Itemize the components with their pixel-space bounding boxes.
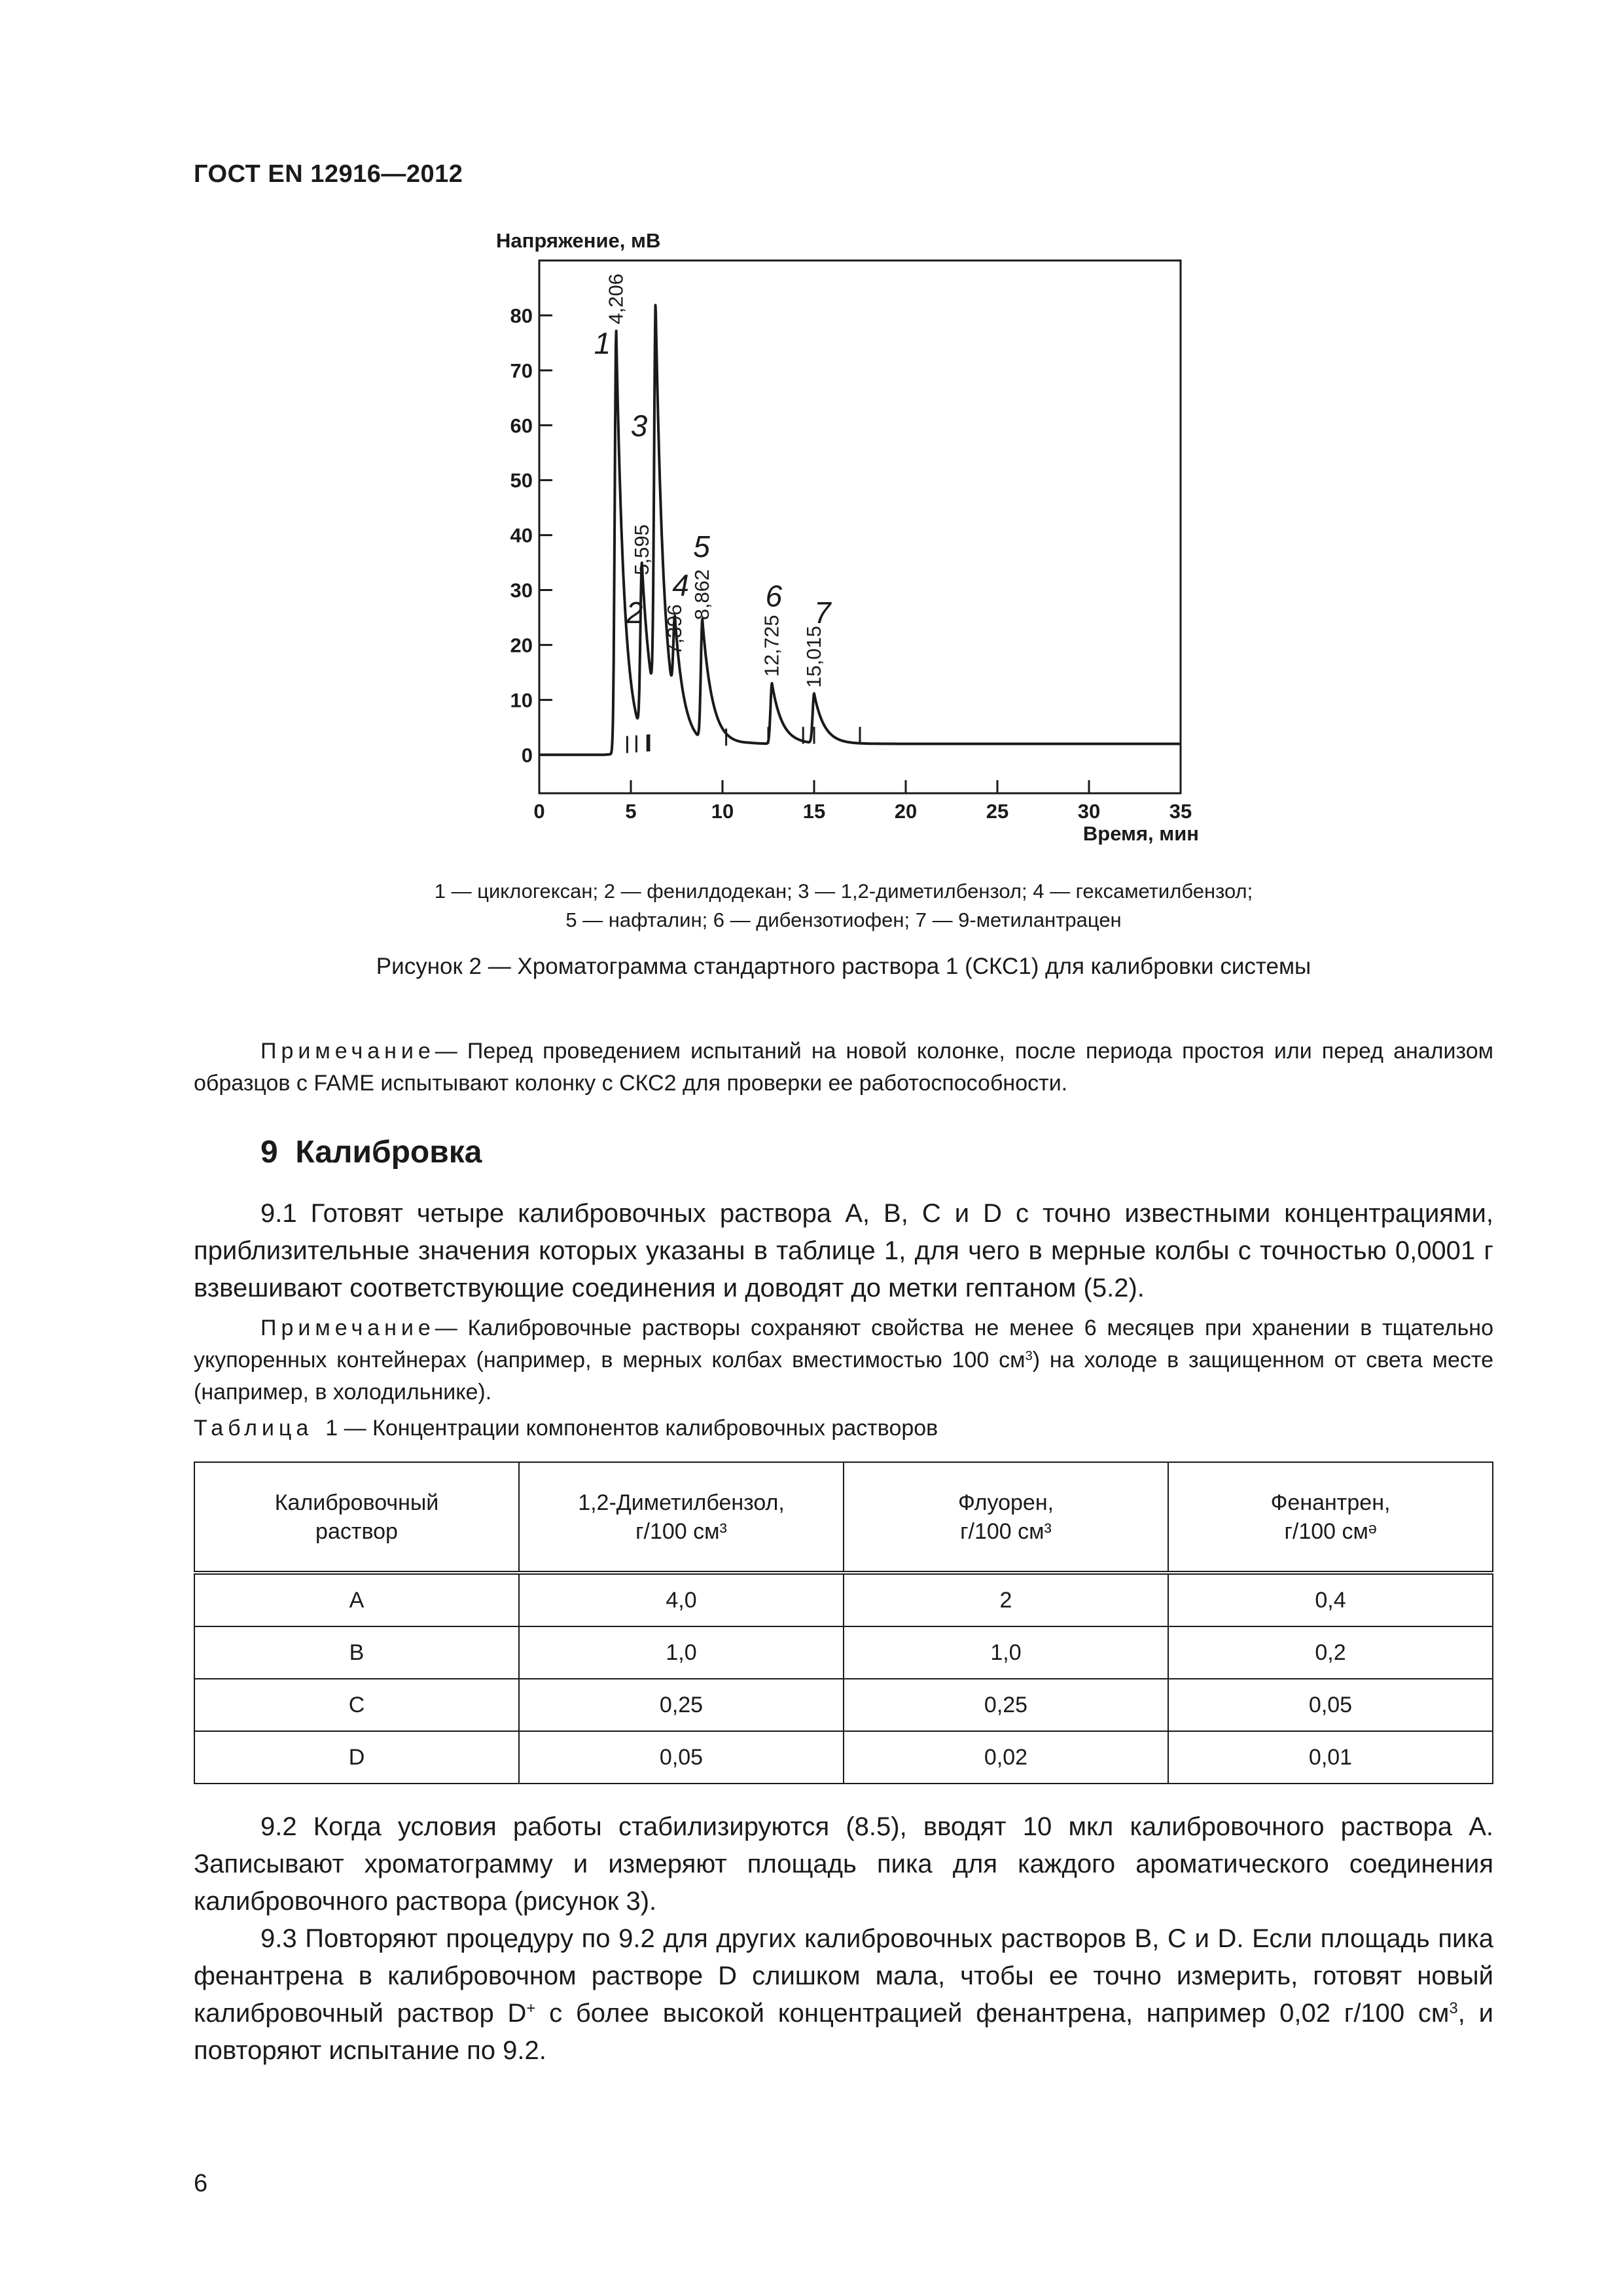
x-tick-label: 10 — [711, 800, 734, 823]
table-row — [194, 1731, 1493, 1784]
table-cell: 0,25 — [844, 1679, 1168, 1731]
figure-caption: Рисунок 2 — Хроматограмма стандартного раствора 1 (СКС1) для калибровки системы — [376, 954, 1311, 979]
table-cell: 0,2 — [1168, 1626, 1493, 1679]
peak-retention-label: 5,595 — [630, 524, 653, 575]
x-tick-label: 0 — [533, 800, 545, 823]
table-title — [194, 1416, 938, 1441]
y-tick-label: 80 — [510, 304, 533, 327]
table-cell: 0,02 — [844, 1731, 1168, 1784]
x-axis-label: Время, мин — [1082, 822, 1199, 845]
table-cell: C — [194, 1679, 519, 1731]
peak-number-label: 1 — [594, 326, 611, 361]
x-tick-label: 35 — [1169, 800, 1192, 823]
x-tick-label: 25 — [986, 800, 1009, 823]
table-row — [194, 1626, 1493, 1679]
table-cell: 4,0 — [519, 1573, 844, 1626]
note-2-text-b: ) на холоде в защищенном от света месте (например, в холодильнике). — [194, 1348, 1493, 1405]
document-header: ГОСТ EN 12916—2012 — [194, 160, 463, 188]
table-header-cell: 1,2-Диметилбензол, г/100 см³ — [519, 1462, 844, 1573]
peak-retention-label: 15,015 — [802, 626, 825, 688]
note-2-text-a: — Калибровочные растворы сохраняют свойства не менее 6 месяцев при хранении в тщательно укупоренных контейнерах (например, в мерных колбах вместимостью 100 см — [194, 1316, 1493, 1372]
paragraph-9-2: 9.2 Когда условия работы стабилизируются (8.5), вводят 10 мкл калибровочного раствора А. Записывают хроматограмму и измеряют площадь пика для каждого ароматического соединения калибровочного раствора (рисунок 3). — [194, 1812, 1493, 1916]
note-label: Примечание — [260, 1316, 435, 1340]
table-cell: 0,4 — [1168, 1573, 1493, 1626]
peak-retention-label: 8,862 — [690, 569, 714, 620]
table-cell: A — [194, 1573, 519, 1626]
note-2-sup: 3 — [1025, 1348, 1033, 1363]
x-tick-label: 5 — [625, 800, 637, 823]
table-row — [194, 1573, 1493, 1626]
table-cell: 1,0 — [519, 1626, 844, 1679]
table-header-row — [194, 1462, 1493, 1573]
y-tick-label: 0 — [521, 744, 533, 767]
peak-number-label: 3 — [630, 408, 648, 443]
table-header-cell: Калибровочный раствор — [194, 1462, 519, 1573]
x-tick-label: 15 — [802, 800, 826, 823]
paragraph-9-3 — [194, 1920, 1493, 2070]
peak-retention-label: 4,206 — [604, 274, 628, 325]
figure-legend-line-2: 5 — нафталин; 6 — дибензотиофен; 7 — 9-метилантрацен — [565, 908, 1122, 931]
section-title: Калибровка — [295, 1135, 482, 1170]
paragraph-9-3-text-b: с более высокой концентрацией фенантрена, например 0,02 г/100 см — [535, 1999, 1450, 2028]
table-title-text: 1 — Концентрации компонентов калибровочных растворов — [325, 1416, 938, 1441]
table-cell: 0,25 — [519, 1679, 844, 1731]
calibration-table — [194, 1462, 1493, 1784]
table-header-cell: Флуорен, г/100 см³ — [844, 1462, 1168, 1573]
y-tick-label: 60 — [510, 414, 533, 437]
y-tick-label: 50 — [510, 469, 533, 492]
table-row — [194, 1679, 1493, 1731]
y-tick-label: 10 — [510, 689, 533, 712]
y-tick-label: 70 — [510, 359, 533, 382]
peak-retention-label: 7,396 — [663, 604, 687, 655]
peak-number-label: 6 — [765, 579, 783, 613]
note-2 — [194, 1312, 1493, 1408]
paragraph-9-3-text-c: , и повторяют испытание по 9.2. — [194, 1999, 1493, 2065]
page-number: 6 — [194, 2170, 208, 2197]
paragraph-9-1: 9.1 Готовят четыре калибровочных раствора A, B, C и D с точно известными концентрациями, приблизительные значения которых указаны в таблице 1, для чего в мерные колбы с точностью 0,0001 г взвешивают соответствующие соединения и доводят до метки гептаном (5.2). — [194, 1199, 1493, 1302]
y-axis-label: Напряжение, мВ — [496, 229, 661, 252]
peak-number-label: 5 — [693, 529, 710, 564]
figure-legend-line-1: 1 — циклогексан; 2 — фенилдодекан; 3 — 1,2-диметилбензол; 4 — гексаметилбензол; — [434, 880, 1253, 903]
table-cell: 0,05 — [519, 1731, 844, 1784]
y-tick-label: 40 — [510, 524, 533, 547]
x-tick-label: 20 — [894, 800, 918, 823]
table-cell: B — [194, 1626, 519, 1679]
table-cell: 0,01 — [1168, 1731, 1493, 1784]
table-cell: D — [194, 1731, 519, 1784]
note-1 — [194, 1035, 1493, 1100]
note-1-text: — Перед проведением испытаний на новой колонке, после периода простоя или перед анализом образцов с FAME испытывают колонку с СКС2 для проверки ее работоспособности. — [194, 1039, 1493, 1096]
x-tick-label: 30 — [1077, 800, 1101, 823]
section-heading — [260, 1134, 482, 1170]
table-cell: 2 — [844, 1573, 1168, 1626]
paragraph-9-3-sup-3: 3 — [1449, 1999, 1458, 2017]
paragraph-9-3-sup-plus: + — [526, 1999, 536, 2017]
section-number: 9 — [260, 1135, 278, 1170]
peak-number-label: 2 — [626, 595, 643, 630]
y-tick-label: 20 — [510, 634, 533, 657]
y-tick-label: 30 — [510, 579, 533, 602]
table-title-label: Таблица — [194, 1416, 313, 1441]
table-cell: 1,0 — [844, 1626, 1168, 1679]
note-label: Примечание — [260, 1039, 435, 1064]
chromatogram-chart — [458, 223, 1243, 864]
peak-retention-label: 12,725 — [760, 615, 783, 677]
paragraph-9-3-text-a: 9.3 Повторяют процедуру по 9.2 для других калибровочных растворов B, C и D. Если площадь пика фенантрена в калибровочном растворе D слишком мала, чтобы ее точно измерить, готовят новый калибровочный раствор D — [194, 1924, 1493, 2028]
table-header-cell: Фенантрен, г/100 смᵊ — [1168, 1462, 1493, 1573]
peak-number-label: 4 — [672, 567, 689, 602]
peak-number-label: 7 — [814, 595, 831, 630]
table-cell: 0,05 — [1168, 1679, 1493, 1731]
